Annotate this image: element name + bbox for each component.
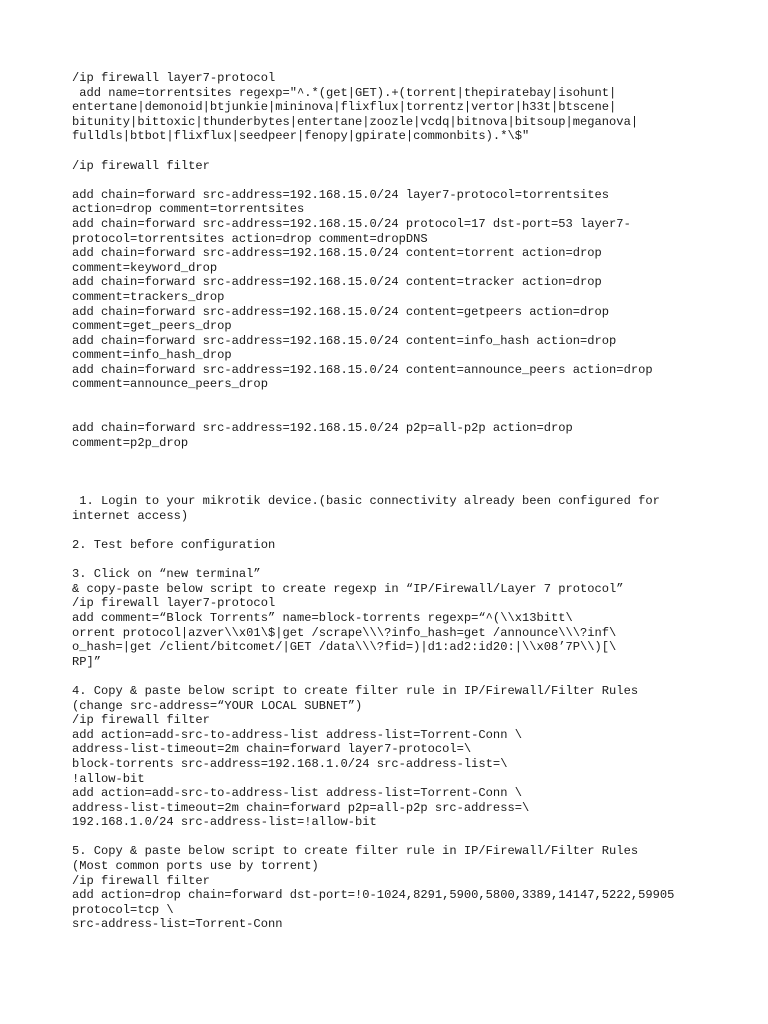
text-line: comment=p2p_drop <box>72 435 189 450</box>
text-line: address-list-timeout=2m chain=forward p2p=all-p2p src-address=\ <box>72 800 530 815</box>
document-body <box>72 71 752 932</box>
text-line: comment=info_hash_drop <box>72 348 232 363</box>
blank-line <box>72 173 752 188</box>
text-line: /ip firewall layer7-protocol <box>72 71 276 85</box>
blank-line <box>72 465 752 480</box>
blank-line <box>72 392 752 407</box>
text-line: entertane|demonoid|btjunkie|mininova|flixflux|torrentz|vertor|h33t|btscene| <box>72 100 617 115</box>
blank-line <box>72 553 752 568</box>
text-line: (change src-address=“YOUR LOCAL SUBNET”) <box>72 698 363 713</box>
text-line: add chain=forward src-address=192.168.15.0/24 content=tracker action=drop <box>72 275 602 290</box>
text-line: src-address-list=Torrent-Conn <box>72 917 283 932</box>
text-line: orrent protocol|azver\\x01\$|get /scrape\\\?info_hash=get /announce\\\?inf\ <box>72 625 617 640</box>
blank-line <box>72 407 752 422</box>
text-line: protocol=torrentsites action=drop comment=dropDNS <box>72 231 428 246</box>
text-line: add chain=forward src-address=192.168.15.0/24 content=torrent action=drop <box>72 246 602 261</box>
text-line: 192.168.1.0/24 src-address-list=!allow-bit <box>72 815 377 830</box>
text-line: add action=add-src-to-address-list address-list=Torrent-Conn \ <box>72 727 522 742</box>
text-line: bitunity|bittoxic|thunderbytes|entertane|zoozle|vcdq|bitnova|bitsoup|meganova| <box>72 114 639 129</box>
blank-line <box>72 523 752 538</box>
text-line: /ip firewall layer7-protocol <box>72 596 276 611</box>
text-line: 5. Copy & paste below script to create filter rule in IP/Firewall/Filter Rules <box>72 844 639 859</box>
text-line: add chain=forward src-address=192.168.15.0/24 content=announce_peers action=drop <box>72 362 653 377</box>
text-line: 4. Copy & paste below script to create filter rule in IP/Firewall/Filter Rules <box>72 683 639 698</box>
text-line: add chain=forward src-address=192.168.15.0/24 content=info_hash action=drop <box>72 333 617 348</box>
text-line: !allow-bit <box>72 771 145 786</box>
text-line: /ip firewall filter <box>72 873 210 888</box>
text-line: add comment=“Block Torrents” name=block-torrents regexp=“^(\\x13bitt\ <box>72 610 573 625</box>
text-line: internet access) <box>72 508 189 523</box>
blank-line <box>72 480 752 495</box>
text-line: add chain=forward src-address=192.168.15.0/24 layer7-protocol=torrentsites <box>72 187 610 202</box>
text-line: add action=drop chain=forward dst-port=!0-1024,8291,5900,5800,3389,14147,5222,59905 <box>72 888 675 903</box>
text-line: action=drop comment=torrentsites <box>72 202 305 217</box>
text-line: & copy-paste below script to create regexp in “IP/Firewall/Layer 7 protocol” <box>72 581 624 596</box>
blank-line <box>72 144 752 159</box>
text-line: /ip firewall filter <box>72 713 210 728</box>
text-line: add chain=forward src-address=192.168.15.0/24 p2p=all-p2p action=drop <box>72 421 573 436</box>
text-line: comment=keyword_drop <box>72 260 218 275</box>
blank-line <box>72 450 752 465</box>
text-line: 1. Login to your mikrotik device.(basic connectivity already been configured for <box>72 494 660 509</box>
text-line: comment=trackers_drop <box>72 289 225 304</box>
text-line: comment=get_peers_drop <box>72 319 232 334</box>
text-line: /ip firewall filter <box>72 158 210 173</box>
blank-line <box>72 830 752 845</box>
text-line: protocol=tcp \ <box>72 902 174 917</box>
text-line: add chain=forward src-address=192.168.15.0/24 protocol=17 dst-port=53 layer7- <box>72 216 631 231</box>
text-line: RP]” <box>72 654 102 669</box>
text-line: comment=announce_peers_drop <box>72 377 268 392</box>
text-line: address-list-timeout=2m chain=forward layer7-protocol=\ <box>72 742 472 757</box>
text-line: add name=torrentsites regexp="^.*(get|GET).+(torrent|thepiratebay|isohunt| <box>72 85 617 100</box>
blank-line <box>72 669 752 684</box>
text-line: block-torrents src-address=192.168.1.0/24 src-address-list=\ <box>72 756 508 771</box>
text-line: add action=add-src-to-address-list address-list=Torrent-Conn \ <box>72 786 522 801</box>
text-line: o_hash=|get /client/bitcomet/|GET /data\\\?fid=)|d1:ad2:id20:|\\x08’7P\\)[\ <box>72 640 617 655</box>
text-line: add chain=forward src-address=192.168.15.0/24 content=getpeers action=drop <box>72 304 610 319</box>
text-line: 2. Test before configuration <box>72 538 276 552</box>
text-line: (Most common ports use by torrent) <box>72 859 319 874</box>
text-line: 3. Click on “new terminal” <box>72 567 261 582</box>
text-line: fulldls|btbot|flixflux|seedpeer|fenopy|gpirate|commonbits).*\$" <box>72 129 530 144</box>
